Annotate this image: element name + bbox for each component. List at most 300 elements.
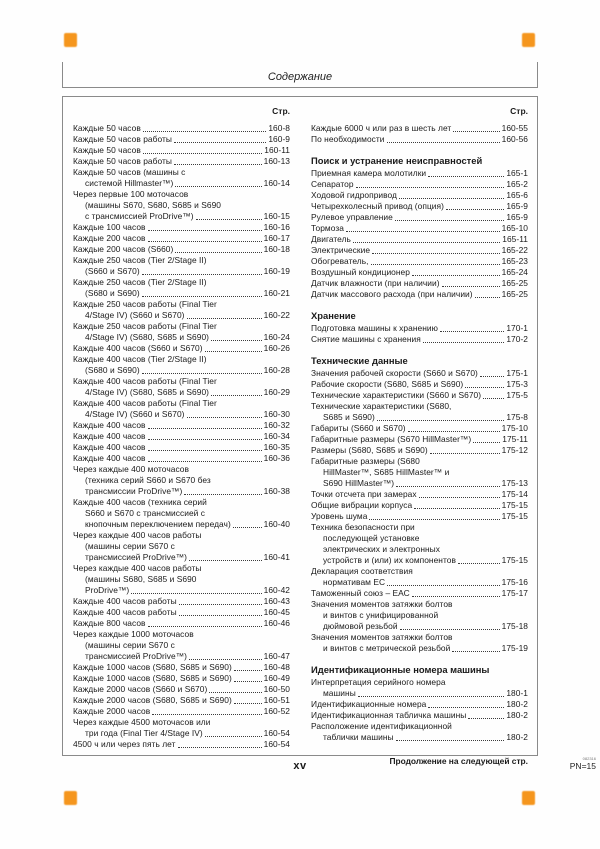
toc-entry-title: Каждые 50 часов [73, 123, 141, 133]
toc-entry-line: Каждые 400 часов (Tier 2/Stage II) [73, 354, 207, 364]
toc-entry-title: (S680 и S690) [85, 365, 140, 375]
toc-entry-title: Каждые 800 часов [73, 618, 146, 628]
toc-page-number: 160-34 [263, 431, 290, 441]
toc-entry-line [73, 233, 290, 244]
toc-entry [311, 500, 528, 511]
dot-leader [440, 278, 502, 289]
dot-leader [471, 434, 502, 445]
toc-entry [311, 401, 528, 423]
toc-entry [311, 223, 528, 234]
toc-entry-title: S685 и S690) [323, 412, 375, 422]
dot-leader [146, 453, 264, 464]
dot-leader [146, 442, 264, 453]
toc-entry-line [73, 387, 290, 398]
toc-entry-title: ProDrive™) [85, 585, 130, 595]
toc-entry-line [311, 478, 528, 489]
toc-entry [311, 489, 528, 500]
toc-section-header: Поиск и устранение неисправностей [311, 155, 483, 166]
toc-entry-line [311, 368, 528, 379]
toc-entry-title: Идентификационная табличка машины [311, 710, 467, 720]
toc-entry-title: Габаритные размеры (S670 HillMaster™) [311, 434, 472, 444]
dot-leader [185, 409, 264, 420]
toc-entry-line: Через каждые 400 часов работы [73, 530, 202, 540]
dot-leader [370, 245, 502, 256]
dot-leader [397, 190, 506, 201]
toc-entry-line [73, 695, 290, 706]
toc-section-header: Идентификационные номера машины [311, 664, 490, 675]
toc-page-number: 160-54 [263, 739, 290, 749]
toc-entry-line: последующей установке [323, 533, 420, 543]
toc-entry-line [311, 390, 528, 401]
toc-entry-title: (S680 и S690) [85, 288, 140, 298]
toc-entry-title: устройств и (или) их компонентов [323, 555, 456, 565]
toc-entry-line [73, 684, 290, 695]
toc-entry-line [311, 379, 528, 390]
toc-page-number: 180-2 [506, 699, 528, 709]
toc-entry-title: таблички машины [323, 732, 394, 742]
toc-entry-title: Двигатель [311, 234, 351, 244]
toc-entry-line: Каждые 250 часов работы (Final Tier [73, 321, 217, 331]
toc-entry [73, 189, 290, 222]
toc-entry [73, 299, 290, 321]
toc-page-number: 160-41 [263, 552, 290, 562]
toc-entry-title: трансмиссией ProDrive™) [85, 651, 188, 661]
toc-entry [73, 563, 290, 596]
toc-entry-line [311, 699, 528, 710]
dot-leader [410, 588, 502, 599]
toc-entry-line [311, 577, 528, 588]
toc-entry-line [311, 555, 528, 566]
toc-entry-line [311, 267, 528, 278]
toc-entry-title: Общие вибрации корпуса [311, 500, 413, 510]
dot-leader [412, 500, 501, 511]
toc-entry-title: Датчик влажности (при наличии) [311, 278, 440, 288]
dot-leader [141, 123, 268, 134]
toc-entry [311, 522, 528, 566]
dot-leader [466, 710, 506, 721]
toc-entry-line [311, 412, 528, 423]
toc-entry-line [73, 486, 290, 497]
toc-entry-title: Идентификационные номера [311, 699, 427, 709]
toc-page-number: 160-26 [263, 343, 290, 353]
toc-entry-title: Ходовой гидропривод [311, 190, 397, 200]
toc-entry [73, 453, 290, 464]
toc-entry-line: (машины серии S670 с [85, 640, 175, 650]
toc-entry-title: Каждые 2000 часов (S680, S685 и S690) [73, 695, 232, 705]
dot-leader [172, 156, 264, 167]
dot-leader [177, 596, 264, 607]
toc-page-number: 160-9 [268, 134, 290, 144]
toc-page-number: 165-25 [501, 289, 528, 299]
toc-entry-title: Каждые 1000 часов (S680, S685 и S690) [73, 662, 232, 672]
toc-entry-title: 4500 ч или через пять лет [73, 739, 176, 749]
dot-leader [232, 695, 264, 706]
dot-leader [232, 662, 264, 673]
toc-entry [73, 673, 290, 684]
dot-leader [140, 288, 264, 299]
toc-entry [73, 398, 290, 420]
toc-entry-line [73, 607, 290, 618]
toc-page-number: 160-45 [263, 607, 290, 617]
dot-leader [393, 212, 506, 223]
toc-entry [311, 334, 528, 345]
dot-leader [146, 420, 264, 431]
toc-entry-line [73, 739, 290, 750]
toc-entry [73, 420, 290, 431]
toc-page-number: 165-1 [506, 168, 528, 178]
column-page-label-left: Стр. [272, 106, 290, 116]
toc-entry [311, 168, 528, 179]
dot-leader [146, 222, 264, 233]
registration-mark-bottom-left [64, 791, 77, 805]
toc-entry [73, 629, 290, 662]
dot-leader [141, 145, 264, 156]
toc-entry-line [311, 256, 528, 267]
toc-entry-title: Каждые 200 часов [73, 233, 146, 243]
toc-entry-line [311, 134, 528, 145]
toc-entry [73, 123, 290, 134]
dot-leader [344, 223, 502, 234]
toc-entry [311, 278, 528, 289]
toc-entry [73, 442, 290, 453]
toc-entry-line: Каждые 400 часов (техника серий [73, 497, 207, 507]
toc-entry-line [311, 201, 528, 212]
toc-entry-line [311, 423, 528, 434]
dot-leader [232, 673, 264, 684]
toc-entry-line: Расположение идентификационной [311, 721, 452, 731]
toc-entry-title: трансмиссией ProDrive™) [85, 552, 188, 562]
dot-leader [406, 423, 502, 434]
toc-page-number: 160-43 [263, 596, 290, 606]
toc-entry-line [73, 310, 290, 321]
toc-entry-title: Каждые 2000 часов (S660 и S670) [73, 684, 208, 694]
toc-entry [311, 234, 528, 245]
toc-entry [311, 434, 528, 445]
toc-entry-title: Рулевое управление [311, 212, 393, 222]
toc-entry-line: Каждые 400 часов работы (Final Tier [73, 398, 217, 408]
dot-leader [150, 706, 263, 717]
toc-entry-line: Каждые 250 часов работы (Final Tier [73, 299, 217, 309]
toc-section-header: Хранение [311, 310, 356, 321]
dot-leader [182, 486, 263, 497]
toc-entry [73, 618, 290, 629]
toc-entry-title: 4/Stage IV) (S680, S685 и S690) [85, 332, 210, 342]
toc-entry [311, 588, 528, 599]
dot-leader [203, 728, 264, 739]
toc-entry [73, 431, 290, 442]
toc-entry-title: S690 HillMaster™) [323, 478, 395, 488]
toc-entry-line: Каждые 50 часов (машины с [73, 167, 186, 177]
toc-entry-line [73, 222, 290, 233]
toc-entry-line [311, 334, 528, 345]
toc-page-number: 175-8 [506, 412, 528, 422]
page-number: xv [293, 760, 307, 772]
dot-leader [481, 390, 506, 401]
toc-page-number: 165-25 [501, 278, 528, 288]
dot-leader [428, 445, 502, 456]
dot-leader [394, 732, 507, 743]
toc-entry-title: 4/Stage IV) (S660 и S670) [85, 310, 185, 320]
dot-leader [444, 201, 506, 212]
dot-leader [438, 323, 506, 334]
toc-entry-line [311, 179, 528, 190]
toc-entry [73, 497, 290, 530]
toc-entry [73, 662, 290, 673]
toc-right-entries [311, 123, 528, 743]
toc-page-number: 160-35 [263, 442, 290, 452]
toc-entry [311, 201, 528, 212]
toc-entry-title: Каждые 400 часов [73, 453, 146, 463]
toc-entry-title: 4/Stage IV) (S660 и S670) [85, 409, 185, 419]
toc-entry-line [311, 223, 528, 234]
toc-page-number: 160-17 [263, 233, 290, 243]
dot-leader [375, 412, 506, 423]
toc-entry [73, 376, 290, 398]
dot-leader [187, 651, 264, 662]
toc-entry-title: Значения рабочей скорости (S660 и S670) [311, 368, 478, 378]
toc-entry-line: S660 и S670 с трансмиссией с [85, 508, 205, 518]
print-code: 082316 [582, 756, 596, 761]
toc-entry-line [73, 651, 290, 662]
dot-leader [173, 244, 263, 255]
toc-entry-title: Снятие машины с хранения [311, 334, 421, 344]
dot-leader [176, 739, 264, 750]
toc-entry-line [311, 289, 528, 300]
toc-entry [311, 190, 528, 201]
toc-entry-line [73, 673, 290, 684]
toc-page-number: 175-10 [501, 423, 528, 433]
page-header [62, 62, 538, 88]
toc-entry-title: (S660 и S670) [85, 266, 140, 276]
toc-entry [311, 511, 528, 522]
toc-entry [73, 156, 290, 167]
toc-entry-title: Каждые 400 часов работы [73, 607, 177, 617]
dot-leader [450, 643, 501, 654]
toc-entry [311, 632, 528, 654]
toc-entry-line [311, 212, 528, 223]
toc-entry-title: Тормоза [311, 223, 344, 233]
toc-entry-line [73, 134, 290, 145]
toc-entry [73, 343, 290, 354]
toc-entry [311, 368, 528, 379]
toc-page-number: 160-47 [263, 651, 290, 661]
toc-entry-line [73, 409, 290, 420]
toc-entry [311, 423, 528, 434]
toc-page-number: 170-2 [506, 334, 528, 344]
toc-entry-line: Через каждые 4500 моточасов или [73, 717, 211, 727]
toc-page-number: 175-12 [501, 445, 528, 455]
toc-page-number: 165-22 [501, 245, 528, 255]
dot-leader [194, 211, 264, 222]
toc-page-number: 165-6 [506, 190, 528, 200]
toc-entry-title: Каждые 6000 ч или раз в шесть лет [311, 123, 452, 133]
toc-entry [73, 695, 290, 706]
toc-entry-line: Каждые 400 часов работы (Final Tier [73, 376, 217, 386]
toc-entry-line [311, 123, 528, 134]
toc-entry-line [311, 234, 528, 245]
dot-leader [209, 332, 264, 343]
toc-entry-title: Электрические [311, 245, 371, 255]
toc-entry-title: Обогреватель, [311, 256, 369, 266]
toc-page-number: 175-3 [506, 379, 528, 389]
toc-entry-line [311, 643, 528, 654]
dot-leader [385, 577, 502, 588]
toc-entry-line: Через каждые 400 моточасов [73, 464, 189, 474]
toc-page-number: 170-1 [506, 323, 528, 333]
toc-entry-line: Через каждые 1000 моточасов [73, 629, 194, 639]
toc-page-number: 165-11 [502, 234, 528, 244]
toc-page-number: 160-52 [263, 706, 290, 716]
dot-leader [421, 334, 506, 345]
dot-leader [356, 688, 507, 699]
toc-page-number: 175-13 [501, 478, 528, 488]
toc-entry-line: (машины S680, S685 и S690 [85, 574, 197, 584]
toc-entry [73, 167, 290, 189]
dot-leader [146, 431, 264, 442]
registration-mark-top-right [522, 33, 535, 47]
dot-leader [187, 552, 264, 563]
toc-page-number: 160-51 [263, 695, 290, 705]
toc-entry-line [311, 323, 528, 334]
toc-entry [73, 321, 290, 343]
toc-entry-title: Датчик массового расхода (при наличии) [311, 289, 473, 299]
dot-leader [417, 489, 502, 500]
toc-entry-line [311, 588, 528, 599]
toc-entry [73, 233, 290, 244]
toc-entry-line [73, 266, 290, 277]
toc-entry [311, 179, 528, 190]
toc-entry-line [311, 445, 528, 456]
toc-page-number: 160-36 [263, 453, 290, 463]
toc-page-number: 160-28 [263, 365, 290, 375]
toc-entry-line [311, 732, 528, 743]
toc-page-number: 160-29 [263, 387, 290, 397]
toc-entry-line [73, 585, 290, 596]
toc-entry-line: Через первые 100 моточасов [73, 189, 189, 199]
registration-mark-top-left [64, 33, 77, 47]
toc-entry-title: и винтов с метрической резьбой [323, 643, 451, 653]
dot-leader [140, 266, 264, 277]
toc-page-number: 175-14 [501, 489, 528, 499]
toc-entry-title: Точки отсчета при замерах [311, 489, 417, 499]
toc-entry-line [73, 178, 290, 189]
dot-leader [207, 684, 263, 695]
dot-leader [209, 387, 264, 398]
dot-leader [456, 555, 502, 566]
toc-entry-line [73, 211, 290, 222]
toc-entry [73, 739, 290, 750]
dot-leader [146, 618, 264, 629]
toc-entry-line [311, 278, 528, 289]
toc-entry-line [311, 688, 528, 699]
toc-page-number: 165-10 [501, 223, 528, 233]
toc-entry-line: Значения моментов затяжки болтов [311, 632, 453, 642]
toc-entry-line: Декларация соответствия [311, 566, 413, 576]
toc-entry-line [311, 434, 528, 445]
toc-entry-line [73, 728, 290, 739]
toc-entry [73, 244, 290, 255]
dot-leader [478, 368, 506, 379]
toc-page-number: 165-9 [506, 212, 528, 222]
toc-entry-line [311, 168, 528, 179]
toc-page-number: 160-56 [501, 134, 528, 144]
toc-entry-line: (машины S670, S680, S685 и S690 [85, 200, 221, 210]
toc-left-entries [73, 123, 290, 750]
toc-entry-title: нормативам ЕС [323, 577, 386, 587]
toc-entry-line [73, 706, 290, 717]
toc-entry-title: Сепаратор [311, 179, 354, 189]
toc-entry-line: электрических и электронных [323, 544, 440, 554]
toc-entry-title: Каждые 400 часов работы [73, 596, 177, 606]
toc-entry-title: кнопочным переключением передач) [85, 519, 231, 529]
toc-entry-line [311, 710, 528, 721]
toc-entry [73, 706, 290, 717]
toc-entry-line: Габаритные размеры (S680 [311, 456, 420, 466]
toc-page-number: 165-9 [506, 201, 528, 211]
dot-leader [451, 123, 501, 134]
toc-entry-line [311, 190, 528, 201]
toc-page-number: 180-1 [506, 688, 528, 698]
toc-entry-title: Четырехколесный привод (опция) [311, 201, 444, 211]
toc-entry [311, 677, 528, 699]
toc-entry [73, 134, 290, 145]
toc-entry-line: Интерпретация серийного номера [311, 677, 446, 687]
dot-leader [463, 379, 506, 390]
toc-entry [73, 277, 290, 299]
toc-entry-line [73, 552, 290, 563]
toc-entry [311, 379, 528, 390]
registration-mark-bottom-right [522, 791, 535, 805]
toc-entry [311, 599, 528, 632]
toc-page-number: 180-2 [506, 732, 528, 742]
toc-entry-line: Технические характеристики (S680, [311, 401, 452, 411]
toc-entry-title: Воздушный кондиционер [311, 267, 410, 277]
toc-entry [311, 323, 528, 334]
dot-leader [398, 621, 502, 632]
dot-leader [354, 179, 507, 190]
toc-entry-line [73, 365, 290, 376]
dot-leader [231, 519, 264, 530]
toc-entry-title: с трансмиссией ProDrive™) [85, 211, 194, 221]
toc-page-number: 160-30 [263, 409, 290, 419]
toc-page-number: 160-46 [263, 618, 290, 628]
toc-entry-line [73, 596, 290, 607]
dot-leader [367, 511, 501, 522]
toc-entry-title: По необходимости [311, 134, 385, 144]
toc-entry-title: Каждые 200 часов (S660) [73, 244, 174, 254]
toc-entry-title: Приемная камера молотилки [311, 168, 427, 178]
toc-entry-line: Техника безопасности при [311, 522, 415, 532]
toc-entry-title: Каждые 50 часов работы [73, 134, 172, 144]
dot-leader [410, 267, 502, 278]
toc-entry-title: Каждые 400 часов [73, 431, 146, 441]
toc-entry [311, 721, 528, 743]
toc-entry-line: (машины серии S670 с [85, 541, 175, 551]
toc-entry [311, 212, 528, 223]
toc-page-number: 160-40 [263, 519, 290, 529]
toc-entry-line [73, 156, 290, 167]
toc-entry-title: Каждые 100 часов [73, 222, 146, 232]
toc-page-number: 175-15 [501, 511, 528, 521]
toc-entry [73, 354, 290, 376]
toc-page-number: 175-1 [506, 368, 528, 378]
toc-page-number: 160-14 [263, 178, 290, 188]
toc-entry [311, 566, 528, 588]
toc-page-number: 175-15 [501, 555, 528, 565]
toc-entry-line [311, 511, 528, 522]
toc-entry-line: (техника серий S660 и S670 без [85, 475, 211, 485]
toc-page-number: 175-5 [506, 390, 528, 400]
